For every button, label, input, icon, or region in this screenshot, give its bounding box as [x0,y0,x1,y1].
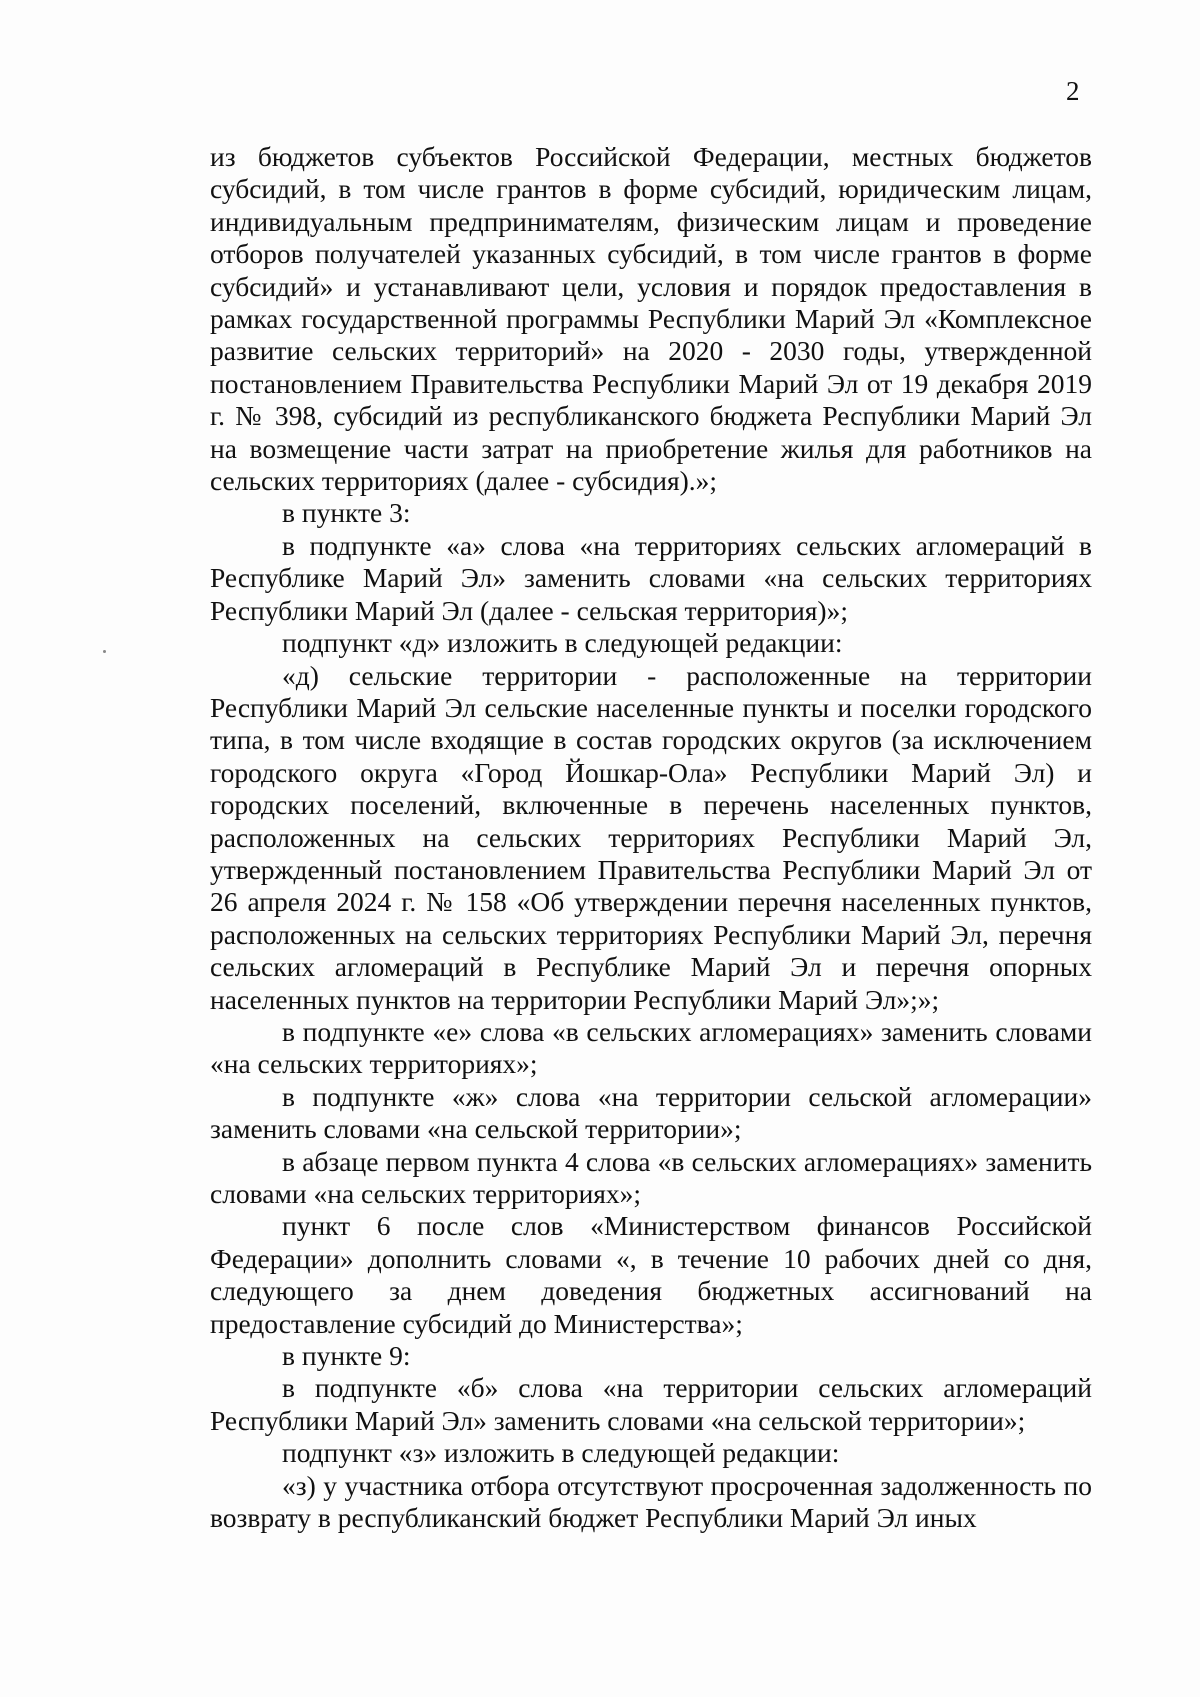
paragraph: в абзаце первом пункта 4 слова «в сельских агломерациях» заменить словами «на сельских территориях»; [210,1145,1092,1209]
paragraph: подпункт «д» изложить в следующей редакции: [282,627,843,659]
page-number: 2 [1066,76,1080,106]
paragraph: пункт 6 после слов «Министерством финансов Российской Федерации» дополнить словами «, в течение 10 рабочих дней со дня, следующего за днем доведения бюджетных ассигнований на предоставление субсидий до Министерства»; [210,1210,1092,1339]
paragraph: в подпункте «ж» слова «на территории сельской агломерации» заменить словами «на сельской территории»; [210,1080,1092,1145]
paragraph: в пункте 3: [282,497,411,529]
paragraph: «з) у участника отбора отсутствуют просроченная задолженность по возврату в республиканский бюджет Республики Марий Эл иных [210,1469,1092,1534]
paragraph: подпункт «з» изложить в следующей редакции: [282,1437,840,1469]
paragraph: в подпункте «б» слова «на территории сельских агломераций Республики Марий Эл» заменить словами «на сельской территории»; [210,1372,1092,1436]
paragraph: из бюджетов субъектов Российской Федерации, местных бюджетов субсидий, в том числе грантов в форме субсидий, юридическим лицам, индивидуальным предпринимателям, физическим лицам и проведение отборов получателей указанных субсидий, в том числе грантов в форме субсидий» и устанавливают цели, условия и порядок предоставления в рамках государственной программы Республики Марий Эл «Комплексное развитие сельских территорий» на 2020 - 2030 годы, утвержденной постановлением Правительства Республики Марий Эл от 19 декабря 2019 г. № 398, субсидий из республиканского бюджета Республики Марий Эл на возмещение части затрат на приобретение жилья для работников на сельских территориях (далее - субсидия).»; [210,141,1092,497]
paragraph: в подпункте «а» слова «на территориях сельских агломераций в Республике Марий Эл» заменить словами «на сельских территориях Республики Марий Эл (далее - сельская территория)»; [210,529,1092,626]
document-body [210,141,1092,1534]
paragraph: «д) сельские территории - расположенные на территории Республики Марий Эл сельские населенные пункты и поселки городского типа, в том числе входящие в состав городских округов (за исключением городского округа «Город Йошкар-Ола» Республики Марий Эл) и городских поселений, включенные в перечень населенных пунктов, расположенных на сельских территориях Республики Марий Эл, утвержденный постановлением Правительства Республики Марий Эл от 26 апреля 2024 г. № 158 «Об утверждении перечня населенных пунктов, расположенных на сельских территориях Республики Марий Эл, перечня сельских агломераций в Республике Марий Эл и перечня опорных населенных пунктов на территории Республики Марий Эл»;»; [210,659,1092,1015]
paragraph: в подпункте «е» слова «в сельских агломерациях» заменить словами «на сельских территориях»; [210,1015,1092,1080]
scan-speck [103,650,106,653]
paragraph: в пункте 9: [282,1340,411,1372]
